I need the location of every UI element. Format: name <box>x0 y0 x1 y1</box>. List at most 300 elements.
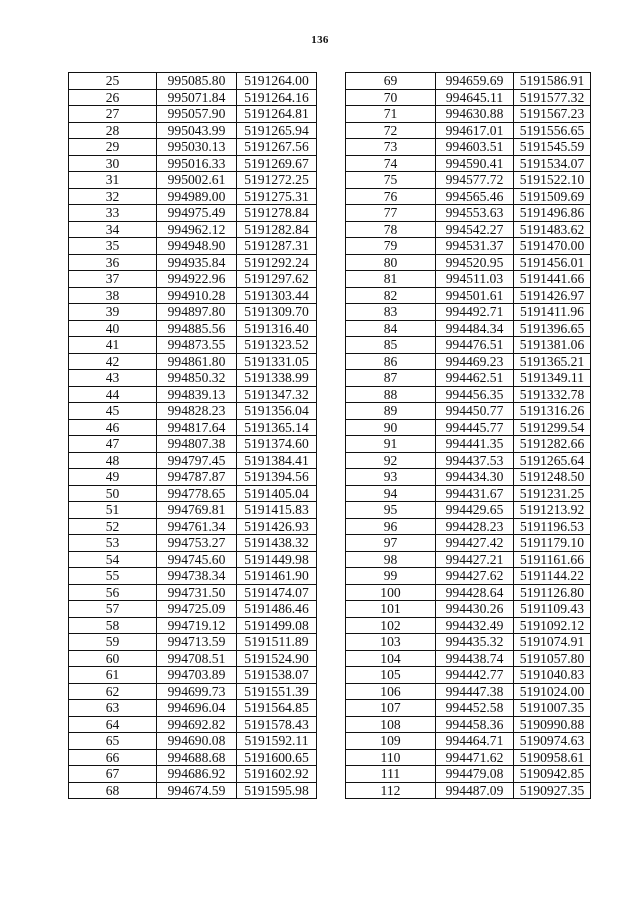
table-row <box>69 436 317 453</box>
point-number-cell: 89 <box>346 403 436 420</box>
y-coordinate-cell: 5191057.80 <box>514 650 591 667</box>
x-coordinate-cell: 994590.41 <box>436 155 514 172</box>
y-coordinate-cell: 5191509.69 <box>514 188 591 205</box>
y-coordinate-cell: 5191349.11 <box>514 370 591 387</box>
point-number-cell: 99 <box>346 568 436 585</box>
point-number-cell: 30 <box>69 155 157 172</box>
y-coordinate-cell: 5191248.50 <box>514 469 591 486</box>
point-number-cell: 66 <box>69 749 157 766</box>
coordinates-table-left <box>68 72 317 799</box>
x-coordinate-cell: 994719.12 <box>157 617 237 634</box>
point-number-cell: 107 <box>346 700 436 717</box>
point-number-cell: 38 <box>69 287 157 304</box>
y-coordinate-cell: 5191179.10 <box>514 535 591 552</box>
x-coordinate-cell: 994674.59 <box>157 782 237 799</box>
y-coordinate-cell: 5190990.88 <box>514 716 591 733</box>
x-coordinate-cell: 994850.32 <box>157 370 237 387</box>
x-coordinate-cell: 994542.27 <box>436 221 514 238</box>
x-coordinate-cell: 994432.49 <box>436 617 514 634</box>
x-coordinate-cell: 994873.55 <box>157 337 237 354</box>
table-row <box>69 370 317 387</box>
point-number-cell: 94 <box>346 485 436 502</box>
table-row <box>346 716 591 733</box>
y-coordinate-cell: 5191600.65 <box>237 749 317 766</box>
y-coordinate-cell: 5190927.35 <box>514 782 591 799</box>
x-coordinate-cell: 994696.04 <box>157 700 237 717</box>
table-row <box>69 386 317 403</box>
table-row <box>69 667 317 684</box>
y-coordinate-cell: 5191161.66 <box>514 551 591 568</box>
x-coordinate-cell: 994692.82 <box>157 716 237 733</box>
y-coordinate-cell: 5191545.59 <box>514 139 591 156</box>
y-coordinate-cell: 5191586.91 <box>514 73 591 90</box>
x-coordinate-cell: 994778.65 <box>157 485 237 502</box>
y-coordinate-cell: 5191297.62 <box>237 271 317 288</box>
y-coordinate-cell: 5191496.86 <box>514 205 591 222</box>
point-number-cell: 55 <box>69 568 157 585</box>
table-row <box>69 568 317 585</box>
x-coordinate-cell: 994725.09 <box>157 601 237 618</box>
y-coordinate-cell: 5191470.00 <box>514 238 591 255</box>
table-row <box>69 221 317 238</box>
point-number-cell: 45 <box>69 403 157 420</box>
y-coordinate-cell: 5191272.25 <box>237 172 317 189</box>
point-number-cell: 97 <box>346 535 436 552</box>
x-coordinate-cell: 994817.64 <box>157 419 237 436</box>
point-number-cell: 44 <box>69 386 157 403</box>
x-coordinate-cell: 994456.35 <box>436 386 514 403</box>
point-number-cell: 74 <box>346 155 436 172</box>
y-coordinate-cell: 5191347.32 <box>237 386 317 403</box>
point-number-cell: 64 <box>69 716 157 733</box>
x-coordinate-cell: 994839.13 <box>157 386 237 403</box>
y-coordinate-cell: 5191438.32 <box>237 535 317 552</box>
y-coordinate-cell: 5191292.24 <box>237 254 317 271</box>
y-coordinate-cell: 5191577.32 <box>514 89 591 106</box>
y-coordinate-cell: 5191384.41 <box>237 452 317 469</box>
table-row <box>346 436 591 453</box>
y-coordinate-cell: 5191309.70 <box>237 304 317 321</box>
table-row <box>69 518 317 535</box>
point-number-cell: 35 <box>69 238 157 255</box>
point-number-cell: 90 <box>346 419 436 436</box>
point-number-cell: 108 <box>346 716 436 733</box>
point-number-cell: 57 <box>69 601 157 618</box>
point-number-cell: 42 <box>69 353 157 370</box>
y-coordinate-cell: 5191474.07 <box>237 584 317 601</box>
point-number-cell: 59 <box>69 634 157 651</box>
point-number-cell: 41 <box>69 337 157 354</box>
y-coordinate-cell: 5191231.25 <box>514 485 591 502</box>
point-number-cell: 56 <box>69 584 157 601</box>
point-number-cell: 65 <box>69 733 157 750</box>
table-row <box>69 551 317 568</box>
table-row <box>346 320 591 337</box>
table-row <box>346 221 591 238</box>
point-number-cell: 49 <box>69 469 157 486</box>
point-number-cell: 82 <box>346 287 436 304</box>
table-row <box>346 73 591 90</box>
table-row <box>69 502 317 519</box>
y-coordinate-cell: 5191486.46 <box>237 601 317 618</box>
table-row <box>69 782 317 799</box>
x-coordinate-cell: 994828.23 <box>157 403 237 420</box>
table-row <box>346 634 591 651</box>
y-coordinate-cell: 5191275.31 <box>237 188 317 205</box>
table-row <box>346 551 591 568</box>
table-row <box>69 469 317 486</box>
page-number: 136 <box>311 34 329 46</box>
y-coordinate-cell: 5191092.12 <box>514 617 591 634</box>
point-number-cell: 63 <box>69 700 157 717</box>
x-coordinate-cell: 994450.77 <box>436 403 514 420</box>
x-coordinate-cell: 995057.90 <box>157 106 237 123</box>
x-coordinate-cell: 994427.42 <box>436 535 514 552</box>
point-number-cell: 68 <box>69 782 157 799</box>
y-coordinate-cell: 5191323.52 <box>237 337 317 354</box>
y-coordinate-cell: 5191196.53 <box>514 518 591 535</box>
table-row <box>69 205 317 222</box>
x-coordinate-cell: 994511.03 <box>436 271 514 288</box>
table-row <box>346 254 591 271</box>
x-coordinate-cell: 994531.37 <box>436 238 514 255</box>
y-coordinate-cell: 5191483.62 <box>514 221 591 238</box>
x-coordinate-cell: 994520.95 <box>436 254 514 271</box>
table-row <box>346 155 591 172</box>
point-number-cell: 37 <box>69 271 157 288</box>
x-coordinate-cell: 994431.67 <box>436 485 514 502</box>
point-number-cell: 71 <box>346 106 436 123</box>
point-number-cell: 81 <box>346 271 436 288</box>
point-number-cell: 87 <box>346 370 436 387</box>
x-coordinate-cell: 994427.21 <box>436 551 514 568</box>
y-coordinate-cell: 5191396.65 <box>514 320 591 337</box>
table-row <box>346 403 591 420</box>
y-coordinate-cell: 5191316.26 <box>514 403 591 420</box>
table-row <box>69 188 317 205</box>
y-coordinate-cell: 5191264.16 <box>237 89 317 106</box>
point-number-cell: 85 <box>346 337 436 354</box>
table-row <box>346 700 591 717</box>
table-row <box>69 485 317 502</box>
table-row <box>346 172 591 189</box>
table-row <box>69 749 317 766</box>
y-coordinate-cell: 5191405.04 <box>237 485 317 502</box>
table-row <box>69 89 317 106</box>
point-number-cell: 111 <box>346 766 436 783</box>
y-coordinate-cell: 5191144.22 <box>514 568 591 585</box>
y-coordinate-cell: 5191524.90 <box>237 650 317 667</box>
y-coordinate-cell: 5191303.44 <box>237 287 317 304</box>
table-row <box>346 749 591 766</box>
x-coordinate-cell: 994458.36 <box>436 716 514 733</box>
point-number-cell: 28 <box>69 122 157 139</box>
point-number-cell: 96 <box>346 518 436 535</box>
point-number-cell: 102 <box>346 617 436 634</box>
x-coordinate-cell: 994452.58 <box>436 700 514 717</box>
table-row <box>346 601 591 618</box>
x-coordinate-cell: 994645.11 <box>436 89 514 106</box>
point-number-cell: 26 <box>69 89 157 106</box>
y-coordinate-cell: 5191592.11 <box>237 733 317 750</box>
table-row <box>69 353 317 370</box>
x-coordinate-cell: 994471.62 <box>436 749 514 766</box>
point-number-cell: 50 <box>69 485 157 502</box>
point-number-cell: 77 <box>346 205 436 222</box>
table-row <box>346 386 591 403</box>
x-coordinate-cell: 994761.34 <box>157 518 237 535</box>
point-number-cell: 91 <box>346 436 436 453</box>
table-row <box>69 337 317 354</box>
y-coordinate-cell: 5191282.66 <box>514 436 591 453</box>
x-coordinate-cell: 994617.01 <box>436 122 514 139</box>
y-coordinate-cell: 5191365.21 <box>514 353 591 370</box>
table-row <box>346 518 591 535</box>
y-coordinate-cell: 5191556.65 <box>514 122 591 139</box>
table-row <box>69 650 317 667</box>
x-coordinate-cell: 995002.61 <box>157 172 237 189</box>
y-coordinate-cell: 5191024.00 <box>514 683 591 700</box>
x-coordinate-cell: 994769.81 <box>157 502 237 519</box>
y-coordinate-cell: 5191338.99 <box>237 370 317 387</box>
y-coordinate-cell: 5191461.90 <box>237 568 317 585</box>
x-coordinate-cell: 994713.59 <box>157 634 237 651</box>
x-coordinate-cell: 994447.38 <box>436 683 514 700</box>
point-number-cell: 75 <box>346 172 436 189</box>
x-coordinate-cell: 995016.33 <box>157 155 237 172</box>
table-row <box>346 271 591 288</box>
x-coordinate-cell: 994442.77 <box>436 667 514 684</box>
table-row <box>69 584 317 601</box>
table-row <box>346 452 591 469</box>
y-coordinate-cell: 5191534.07 <box>514 155 591 172</box>
table-row <box>69 139 317 156</box>
table-row <box>346 683 591 700</box>
y-coordinate-cell: 5191213.92 <box>514 502 591 519</box>
x-coordinate-cell: 994745.60 <box>157 551 237 568</box>
point-number-cell: 80 <box>346 254 436 271</box>
y-coordinate-cell: 5191126.80 <box>514 584 591 601</box>
point-number-cell: 36 <box>69 254 157 271</box>
table-row <box>69 683 317 700</box>
table-row <box>69 254 317 271</box>
point-number-cell: 27 <box>69 106 157 123</box>
point-number-cell: 76 <box>346 188 436 205</box>
x-coordinate-cell: 994487.09 <box>436 782 514 799</box>
point-number-cell: 84 <box>346 320 436 337</box>
x-coordinate-cell: 994427.62 <box>436 568 514 585</box>
point-number-cell: 88 <box>346 386 436 403</box>
point-number-cell: 109 <box>346 733 436 750</box>
table-row <box>69 634 317 651</box>
table-row <box>69 320 317 337</box>
y-coordinate-cell: 5191551.39 <box>237 683 317 700</box>
table-row <box>346 238 591 255</box>
x-coordinate-cell: 994962.12 <box>157 221 237 238</box>
table-row <box>69 106 317 123</box>
y-coordinate-cell: 5191415.83 <box>237 502 317 519</box>
x-coordinate-cell: 994476.51 <box>436 337 514 354</box>
x-coordinate-cell: 995030.13 <box>157 139 237 156</box>
y-coordinate-cell: 5191332.78 <box>514 386 591 403</box>
point-number-cell: 60 <box>69 650 157 667</box>
x-coordinate-cell: 994708.51 <box>157 650 237 667</box>
table-row <box>69 716 317 733</box>
table-row <box>346 139 591 156</box>
y-coordinate-cell: 5191040.83 <box>514 667 591 684</box>
point-number-cell: 46 <box>69 419 157 436</box>
point-number-cell: 61 <box>69 667 157 684</box>
point-number-cell: 106 <box>346 683 436 700</box>
x-coordinate-cell: 994565.46 <box>436 188 514 205</box>
y-coordinate-cell: 5191564.85 <box>237 700 317 717</box>
point-number-cell: 40 <box>69 320 157 337</box>
x-coordinate-cell: 994807.38 <box>157 436 237 453</box>
y-coordinate-cell: 5191595.98 <box>237 782 317 799</box>
y-coordinate-cell: 5191007.35 <box>514 700 591 717</box>
point-number-cell: 29 <box>69 139 157 156</box>
table-row <box>346 287 591 304</box>
table-row <box>346 370 591 387</box>
table-row <box>69 452 317 469</box>
x-coordinate-cell: 994434.30 <box>436 469 514 486</box>
x-coordinate-cell: 994435.32 <box>436 634 514 651</box>
x-coordinate-cell: 994753.27 <box>157 535 237 552</box>
y-coordinate-cell: 5191522.10 <box>514 172 591 189</box>
point-number-cell: 53 <box>69 535 157 552</box>
point-number-cell: 93 <box>346 469 436 486</box>
table-row <box>346 502 591 519</box>
x-coordinate-cell: 994861.80 <box>157 353 237 370</box>
x-coordinate-cell: 994441.35 <box>436 436 514 453</box>
point-number-cell: 52 <box>69 518 157 535</box>
x-coordinate-cell: 994659.69 <box>436 73 514 90</box>
x-coordinate-cell: 994885.56 <box>157 320 237 337</box>
x-coordinate-cell: 994897.80 <box>157 304 237 321</box>
point-number-cell: 58 <box>69 617 157 634</box>
y-coordinate-cell: 5191456.01 <box>514 254 591 271</box>
coordinates-table-right <box>345 72 591 799</box>
x-coordinate-cell: 994975.49 <box>157 205 237 222</box>
y-coordinate-cell: 5191109.43 <box>514 601 591 618</box>
y-coordinate-cell: 5191265.64 <box>514 452 591 469</box>
table-row <box>346 782 591 799</box>
x-coordinate-cell: 994430.26 <box>436 601 514 618</box>
x-coordinate-cell: 994438.74 <box>436 650 514 667</box>
y-coordinate-cell: 5191381.06 <box>514 337 591 354</box>
x-coordinate-cell: 995085.80 <box>157 73 237 90</box>
x-coordinate-cell: 994462.51 <box>436 370 514 387</box>
table-row <box>69 155 317 172</box>
x-coordinate-cell: 994484.34 <box>436 320 514 337</box>
x-coordinate-cell: 994703.89 <box>157 667 237 684</box>
table-row <box>69 419 317 436</box>
y-coordinate-cell: 5191426.93 <box>237 518 317 535</box>
table-row <box>346 337 591 354</box>
y-coordinate-cell: 5191267.56 <box>237 139 317 156</box>
point-number-cell: 98 <box>346 551 436 568</box>
point-number-cell: 32 <box>69 188 157 205</box>
y-coordinate-cell: 5191264.81 <box>237 106 317 123</box>
table-row <box>69 535 317 552</box>
point-number-cell: 67 <box>69 766 157 783</box>
table-row <box>346 353 591 370</box>
y-coordinate-cell: 5191269.67 <box>237 155 317 172</box>
y-coordinate-cell: 5191426.97 <box>514 287 591 304</box>
point-number-cell: 112 <box>346 782 436 799</box>
x-coordinate-cell: 994738.34 <box>157 568 237 585</box>
x-coordinate-cell: 994428.64 <box>436 584 514 601</box>
table-row <box>346 584 591 601</box>
table-row <box>346 667 591 684</box>
table-row <box>69 122 317 139</box>
x-coordinate-cell: 994688.68 <box>157 749 237 766</box>
point-number-cell: 105 <box>346 667 436 684</box>
point-number-cell: 54 <box>69 551 157 568</box>
x-coordinate-cell: 994910.28 <box>157 287 237 304</box>
table-row <box>69 700 317 717</box>
x-coordinate-cell: 994935.84 <box>157 254 237 271</box>
table-row <box>346 733 591 750</box>
x-coordinate-cell: 994686.92 <box>157 766 237 783</box>
y-coordinate-cell: 5191278.84 <box>237 205 317 222</box>
y-coordinate-cell: 5190974.63 <box>514 733 591 750</box>
table-row <box>69 73 317 90</box>
x-coordinate-cell: 994437.53 <box>436 452 514 469</box>
x-coordinate-cell: 994479.08 <box>436 766 514 783</box>
point-number-cell: 47 <box>69 436 157 453</box>
y-coordinate-cell: 5191394.56 <box>237 469 317 486</box>
x-coordinate-cell: 994922.96 <box>157 271 237 288</box>
table-row <box>69 766 317 783</box>
x-coordinate-cell: 994577.72 <box>436 172 514 189</box>
point-number-cell: 70 <box>346 89 436 106</box>
point-number-cell: 48 <box>69 452 157 469</box>
y-coordinate-cell: 5191356.04 <box>237 403 317 420</box>
point-number-cell: 25 <box>69 73 157 90</box>
y-coordinate-cell: 5191511.89 <box>237 634 317 651</box>
table-row <box>346 122 591 139</box>
y-coordinate-cell: 5191441.66 <box>514 271 591 288</box>
y-coordinate-cell: 5191282.84 <box>237 221 317 238</box>
x-coordinate-cell: 994429.65 <box>436 502 514 519</box>
point-number-cell: 39 <box>69 304 157 321</box>
point-number-cell: 92 <box>346 452 436 469</box>
table-row <box>346 89 591 106</box>
table-row <box>346 568 591 585</box>
x-coordinate-cell: 994787.87 <box>157 469 237 486</box>
y-coordinate-cell: 5191602.92 <box>237 766 317 783</box>
x-coordinate-cell: 994492.71 <box>436 304 514 321</box>
x-coordinate-cell: 994464.71 <box>436 733 514 750</box>
x-coordinate-cell: 994948.90 <box>157 238 237 255</box>
y-coordinate-cell: 5191411.96 <box>514 304 591 321</box>
y-coordinate-cell: 5191374.60 <box>237 436 317 453</box>
y-coordinate-cell: 5191265.94 <box>237 122 317 139</box>
table-row <box>69 287 317 304</box>
point-number-cell: 79 <box>346 238 436 255</box>
y-coordinate-cell: 5191499.08 <box>237 617 317 634</box>
point-number-cell: 100 <box>346 584 436 601</box>
x-coordinate-cell: 994501.61 <box>436 287 514 304</box>
table-row <box>69 238 317 255</box>
point-number-cell: 78 <box>346 221 436 238</box>
x-coordinate-cell: 994989.00 <box>157 188 237 205</box>
point-number-cell: 86 <box>346 353 436 370</box>
y-coordinate-cell: 5190942.85 <box>514 766 591 783</box>
x-coordinate-cell: 995043.99 <box>157 122 237 139</box>
table-row <box>69 172 317 189</box>
